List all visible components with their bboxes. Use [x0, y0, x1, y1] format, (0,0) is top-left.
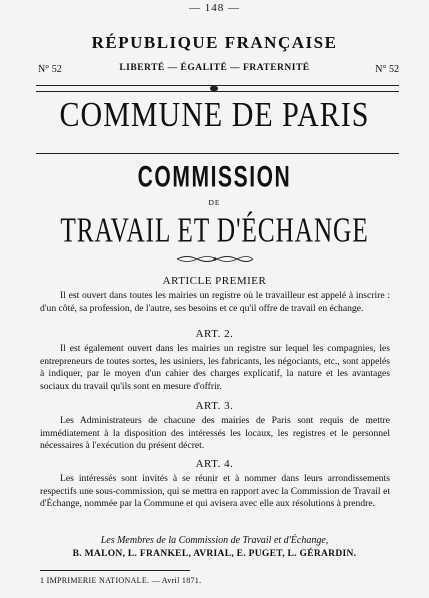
printer-line: 1 IMPRIMERIE NATIONALE. — Avril 1871.: [40, 576, 202, 585]
article-1-text: Il est ouvert dans toutes les mairies un registre où le travailleur est appelé à inscrire : d'un côté, sa profession, de l'autre, ses besoins et ce qu'il offre de travail en échange.: [40, 290, 390, 314]
article-3-text: Les Administrateurs de chacune des mairies de Paris sont requis de mettre immédiatement à la disposition des intéressés les locaux, les registres et le personnel nécessaires à l'exécution du présent décret.: [40, 415, 390, 451]
page-number: — 148 —: [189, 2, 240, 14]
header-rule-bottom: [36, 91, 399, 92]
poster-number-left: N° 52: [38, 64, 62, 75]
republic-heading: RÉPUBLIQUE FRANÇAISE: [91, 33, 338, 52]
article-2-text: Il est également ouvert dans les mairies un registre sur lequel les compagnies, les entrepreneurs de toutes sortes, les usiniers, les fabricants, les négociants, etc., sont appelés à indiquer, par le moyen d'un cahier des charges explicatif, la nature et les avantages sociaux du travail qu'ils sont en mesure d'offrir.: [40, 343, 390, 392]
subject-title: TRAVAIL ET D'ÉCHANGE: [60, 210, 369, 250]
signature-names: B. MALON, L. FRANKEL, AVRIAL, E. PUGET, L. GÉRARDIN.: [72, 549, 357, 559]
article-1-heading: ARTICLE PREMIER: [162, 275, 267, 287]
commune-title: COMMUNE DE PARIS: [59, 96, 370, 134]
signature-intro: Les Membres de la Commission de Travail et d'Échange,: [100, 535, 329, 546]
header-rule-top: [36, 85, 399, 86]
poster-number-right: N° 52: [375, 64, 399, 75]
article-4-text: Les intéressés sont invités à se réunir et à nommer dans leurs arrondissements respectifs une sous-commission, qui se mettra en rapport avec la Commission de Travail et d'Échange, nommée par la Commune et qui avisera avec elle aux résolutions à prendre.: [40, 473, 390, 509]
commission-title: COMMISSION: [137, 160, 292, 193]
article-4-heading: ART. 4.: [195, 458, 234, 470]
footer-rule: [40, 570, 190, 571]
flourish-ornament: [175, 254, 255, 264]
article-2-heading: ART. 2.: [195, 328, 234, 340]
title-de: DE: [208, 198, 221, 207]
title-rule: [36, 153, 399, 154]
article-3-heading: ART. 3.: [195, 400, 234, 412]
motto: LIBERTÉ — ÉGALITÉ — FRATERNITÉ: [119, 63, 310, 73]
